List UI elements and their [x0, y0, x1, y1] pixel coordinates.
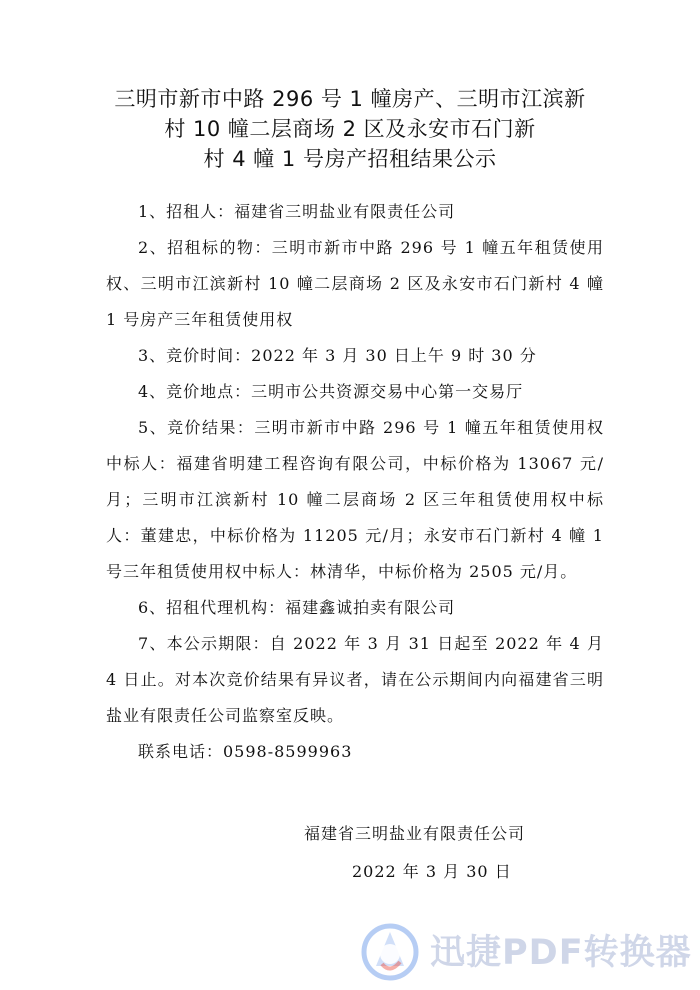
- paragraph-bidding-result: 5、竞价结果：三明市新市中路 296 号 1 幢五年租赁使用权中标人：福建省明建工程咨询有限公司，中标价格为 13067 元/月；三明市江滨新村 10 幢二层商场 2 区三年租赁使用权中标人：董建忠，中标价格为 11205 元/月；永安市石门新村 4 幢 1 号三年租赁使用权中标人：林清华，中标价格为 2505 元/月。: [106, 418, 604, 581]
- paragraph-bidding-place: 4、竞价地点：三明市公共资源交易中心第一交易厅: [138, 382, 524, 401]
- paragraph-agency: 6、招租代理机构：福建鑫诚拍卖有限公司: [138, 598, 456, 617]
- watermark: [360, 922, 690, 982]
- paragraph-lessor: 1、招租人：福建省三明盐业有限责任公司: [138, 202, 456, 221]
- watermark-text: 迅捷PDF转换器: [430, 933, 692, 973]
- signature-company: 福建省三明盐业有限责任公司: [304, 824, 526, 843]
- paragraph-subject: 2、招租标的物：三明市新市中路 296 号 1 幢五年租赁使用权、三明市江滨新村 10 幢二层商场 2 区及永安市石门新村 4 幢 1 号房产三年租赁使用权: [106, 238, 604, 329]
- paragraph-bidding-time: 3、竞价时间：2022 年 3 月 30 日上午 9 时 30 分: [138, 346, 537, 365]
- document-body: [106, 194, 604, 770]
- paragraph-publicity-period: 7、本公示期限：自 2022 年 3 月 31 日起至 2022 年 4 月 4 日止。对本次竞价结果有异议者，请在公示期间内向福建省三明盐业有限责任公司监察室反映。: [106, 634, 604, 725]
- title-line-2: 村 10 幢二层商场 2 区及永安市石门新: [164, 117, 536, 141]
- paragraph-contact-phone: 联系电话：0598-8599963: [138, 742, 353, 761]
- signature-date: 2022 年 3 月 30 日: [352, 862, 512, 881]
- title-line-1: 三明市新市中路 296 号 1 幢房产、三明市江滨新: [114, 87, 586, 111]
- document-title: [0, 84, 700, 174]
- pdf-converter-logo-icon: [360, 922, 420, 982]
- title-line-3: 村 4 幢 1 号房产招租结果公示: [203, 147, 497, 171]
